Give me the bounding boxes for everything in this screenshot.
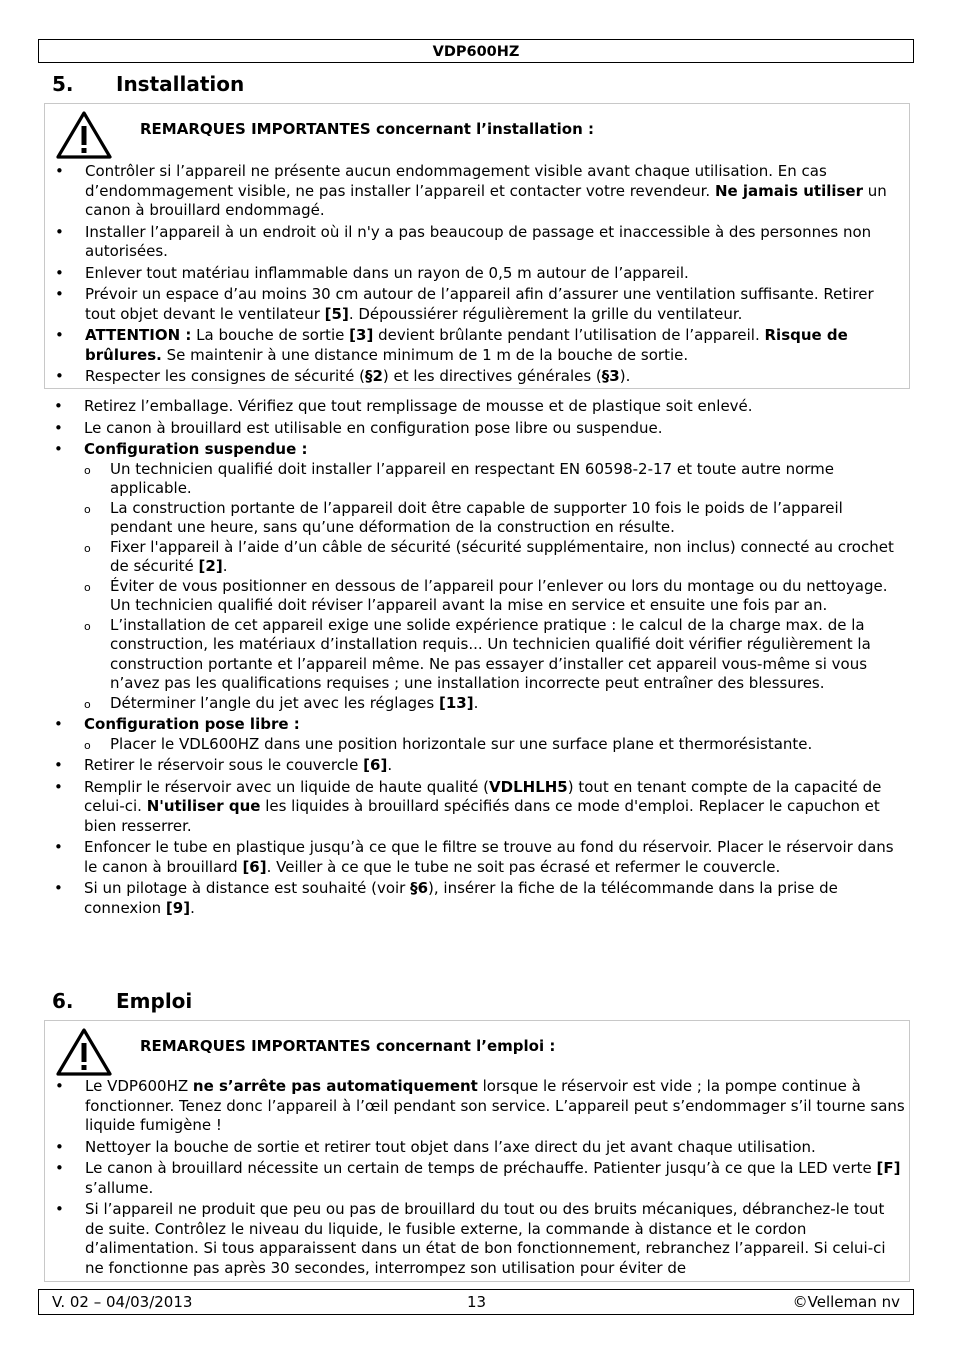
section-6-heading (52, 989, 192, 1013)
sub-step-list (84, 460, 904, 714)
note-item (55, 1077, 905, 1136)
bold-text: [6] (242, 857, 267, 876)
text-segment: Enlever tout matériau inflammable dans un rayon de 0,5 m autour de l’appareil. (85, 263, 689, 282)
version-date: V. 02 – 04/03/2013 (52, 1293, 193, 1311)
step-text (84, 715, 904, 735)
step-text (84, 838, 904, 877)
text-segment: Remplir le réservoir avec un liquide de haute qualité ( (84, 777, 490, 796)
text-segment: Éviter de vous positionner en dessous de l’appareil pour l’enlever ou lors du montage ou du nettoyage. Un technicien qualifié doit réviser l’appareil avant la mise en service et ensuite une fois par an. (110, 576, 888, 614)
text-segment: Si un pilotage à distance est souhaité (voir (84, 879, 411, 897)
sub-step-item (84, 616, 904, 694)
step-item (54, 756, 904, 776)
note-item (55, 285, 905, 324)
sub-step-item (84, 577, 904, 616)
step-text (84, 397, 904, 417)
text-segment: s’allume. (85, 1178, 154, 1197)
model-name: VDP600HZ (432, 44, 520, 60)
step-item (54, 419, 904, 439)
bold-text: [9] (165, 898, 191, 917)
text-segment: Installer l’appareil à un endroit où il n'y a pas beaucoup de passage et inaccessible à des personnes non autorisées. (85, 222, 872, 260)
bold-text: §3 (601, 367, 620, 385)
text-segment: un canon à brouillard endommagé. (85, 181, 887, 219)
text-segment: ) tout en tenant compte de la capacité de celui-ci. (84, 777, 882, 815)
step-text (84, 756, 904, 776)
text-segment: . (387, 756, 393, 774)
bold-text: [F] (876, 1159, 901, 1177)
usage-notes-list (55, 1077, 905, 1280)
step-text (84, 419, 904, 439)
bold-text: Ne jamais utiliser (714, 181, 863, 200)
bold-text: Configuration suspendue : (84, 440, 308, 458)
text-segment: Le canon à brouillard nécessite un certain de temps de préchauffe. Patienter jusqu’à ce que la LED verte (85, 1159, 877, 1177)
bold-text: Risque de brûlures. (85, 326, 848, 364)
bold-text: [13] (438, 693, 474, 712)
bold-text: ATTENTION : (85, 326, 192, 344)
text-segment: . (222, 557, 228, 575)
note-item (55, 264, 905, 284)
section-5-heading (52, 72, 244, 96)
step-text (84, 440, 904, 460)
bold-text: Configuration pose libre : (84, 715, 300, 733)
bold-text: [2] (198, 557, 223, 575)
text-segment: Un technicien qualifié doit installer l’appareil en respectant EN 60598-2-17 et toute autre norme applicable. (110, 459, 834, 497)
note-item (55, 1138, 905, 1158)
bold-text: §2 (364, 367, 383, 385)
installation-steps-list (54, 397, 904, 920)
note-item (55, 223, 905, 262)
note-item (55, 367, 905, 387)
note-item (55, 162, 905, 221)
text-segment: ). (619, 367, 631, 385)
installation-notes-box (44, 103, 910, 389)
bold-text: N'utiliser que (146, 797, 261, 815)
sub-step-list (84, 735, 904, 755)
bold-text: VDLHLH5 (489, 777, 568, 796)
sub-step-item (84, 735, 904, 755)
bold-text: [3] (349, 326, 374, 344)
text-segment: ), insérer la fiche de la télécommande dans la prise de connexion (84, 879, 838, 917)
bold-text: ne s’arrête pas automatiquement (192, 1077, 478, 1095)
text-segment: La construction portante de l’appareil doit être capable de supporter 10 fois le poids de l’appareil pendant une heure, sans qu’une déformation de la construction en résulte. (110, 498, 843, 536)
text-segment: Placer le VDL600HZ dans une position horizontale sur une surface plane et thermorésistante. (110, 734, 813, 753)
sub-step-item (84, 694, 904, 714)
text-segment: . (473, 693, 479, 712)
step-text (84, 778, 904, 837)
text-segment: Déterminer l’angle du jet avec les réglages (110, 693, 439, 712)
note-item (55, 1159, 905, 1198)
text-segment: Contrôler si l’appareil ne présente aucun endommagement visible avant chaque utilisation. En cas d’endommagement visible, ne pas installer l’appareil et contacter votre revendeur. (85, 162, 827, 200)
text-segment: . Dépoussiérer régulièrement la grille du ventilateur. (348, 304, 743, 323)
note-item (55, 1200, 905, 1278)
step-item (54, 838, 904, 877)
sub-step-item (84, 499, 904, 538)
text-segment: lorsque le réservoir est vide ; la pompe continue à fonctionner. Tenez donc l’appareil à l’œil pendant son service. L’appareil peut s’endommager s’il tourne sans liquide fumigène ! (85, 1077, 905, 1134)
bold-text: [6] (363, 756, 388, 774)
installation-notes-list (55, 162, 905, 389)
warning-triangle-icon (55, 1027, 113, 1077)
text-segment: Le canon à brouillard est utilisable en configuration pose libre ou suspendue. (84, 418, 663, 437)
text-segment: L’installation de cet appareil exige une solide expérience pratique : le calcul de la charge max. de la construction, les matériaux d’installation requis... Un technicien qualifié doit vérifier régulièrement la construction portante et l’appareil même. Ne pas essayer d’installer cet appareil vous-même si vous n’avez pas les qualifications requises ; une installation incorrecte peut entraîner des blessures. (110, 615, 871, 692)
document-header (38, 39, 914, 63)
step-text (84, 879, 904, 918)
text-segment: Si l’appareil ne produit que peu ou pas de brouillard du tout ou des bruits mécaniques, débranchez-le tout de suite. Contrôlez le niveau du liquide, le fusible externe, la commande à distance et le cordon d’alimentation. Si tous apparaissent dans un état de bon fonctionnement, rebranchez l’appareil. Si celui-ci ne fonctionne pas après 30 secondes, interrompez son utilisation pour éviter de (85, 1200, 886, 1277)
step-item (54, 397, 904, 417)
notes-title: REMARQUES IMPORTANTES concernant l’emploi : (140, 1037, 556, 1055)
step-item (54, 879, 904, 918)
text-segment: Le VDP600HZ (85, 1077, 193, 1095)
sub-step-item (84, 460, 904, 499)
step-item (54, 440, 904, 713)
text-segment: ) et les directives générales ( (382, 367, 602, 385)
bold-text: [5] (324, 304, 349, 323)
text-segment: Retirez l’emballage. Vérifiez que tout remplissage de mousse et de plastique soit enlevé. (84, 397, 753, 415)
notes-title: REMARQUES IMPORTANTES concernant l’installation : (140, 120, 594, 138)
text-segment: Prévoir un espace d’au moins 30 cm autour de l’appareil afin d’assurer une ventilation suffisante. Retirer tout objet devant le ventilateur (85, 285, 874, 323)
section-title: Installation (116, 72, 245, 96)
text-segment: La bouche de sortie (191, 326, 350, 344)
section-number: 5. (52, 72, 74, 96)
sub-step-item (84, 538, 904, 577)
step-item (54, 715, 904, 754)
text-segment: . (190, 898, 195, 917)
warning-triangle-icon (55, 110, 113, 160)
usage-notes-box (44, 1020, 910, 1282)
step-item (54, 778, 904, 837)
text-segment: . Veiller à ce que le tube ne soit pas écrasé et refermer le couvercle. (266, 857, 781, 876)
text-segment: Nettoyer la bouche de sortie et retirer tout objet dans l’axe direct du jet avant chaque utilisation. (85, 1137, 816, 1156)
note-item (55, 326, 905, 365)
text-segment: Se maintenir à une distance minimum de 1 m de la bouche de sortie. (161, 345, 689, 364)
section-number: 6. (52, 989, 74, 1013)
text-segment: Retirer le réservoir sous le couvercle (84, 756, 364, 774)
text-segment: devient brûlante pendant l’utilisation de l’appareil. (373, 326, 765, 344)
text-segment: Enfoncer le tube en plastique jusqu’à ce que le filtre se trouve au fond du réservoir. Placer le réservoir dans le canon à brouillard (84, 838, 894, 876)
document-footer (38, 1289, 914, 1315)
copyright: ©Velleman nv (792, 1293, 900, 1311)
text-segment: les liquides à brouillard spécifiés dans ce mode d'emploi. Replacer le capuchon et bien resserrer. (84, 797, 880, 835)
text-segment: Fixer l'appareil à l’aide d’un câble de sécurité (sécurité supplémentaire, non inclus) connecté au crochet de sécurité (110, 537, 894, 575)
bold-text: §6 (410, 879, 429, 897)
page-number: 13 (467, 1293, 487, 1311)
section-title: Emploi (116, 989, 193, 1013)
text-segment: Respecter les consignes de sécurité ( (85, 367, 365, 385)
